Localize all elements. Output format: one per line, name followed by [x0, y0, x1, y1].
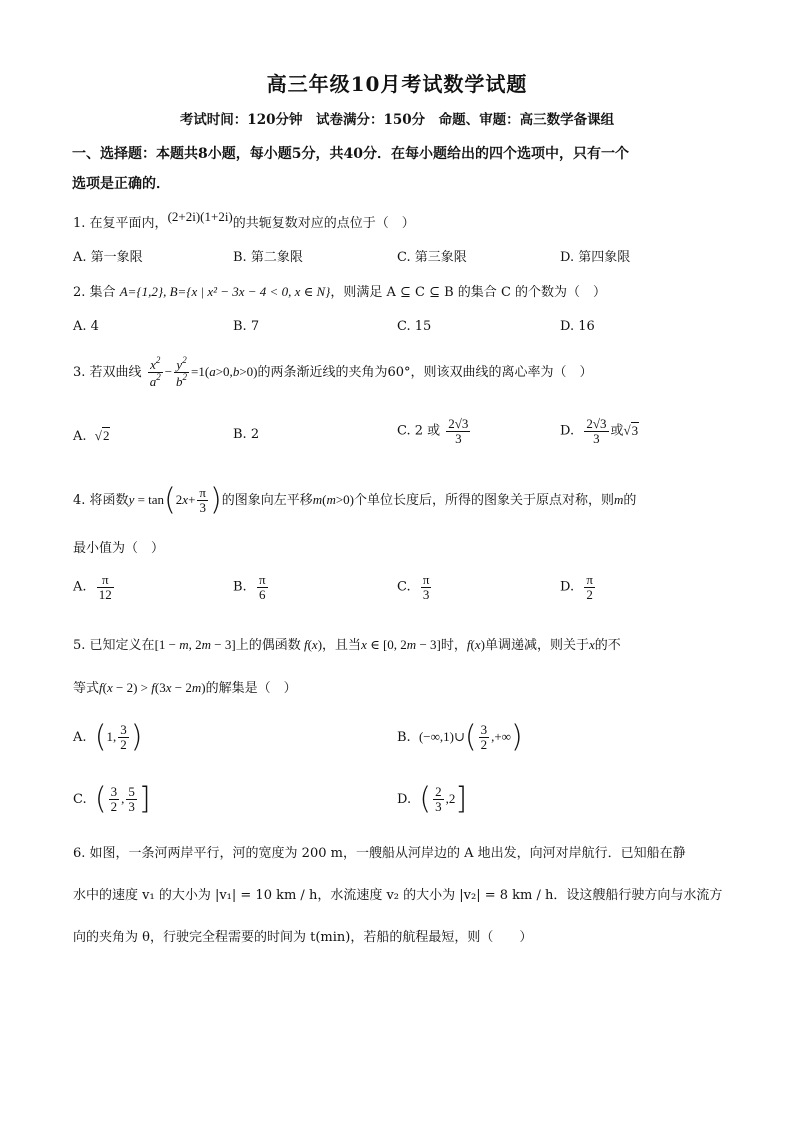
question-text: 将函数 — [89, 493, 129, 508]
option-a: A. 第一象限 — [73, 250, 143, 265]
question-4-line2: 最小值为（ ） — [73, 541, 165, 556]
option-d: D. $\frac{\pi}{2}$ — [560, 572, 593, 602]
question-text: 在复平面内， — [89, 216, 168, 231]
option-d: D. $\frac{2√3}{3}$ 或√3 — [560, 416, 639, 446]
option-c: C. 2 或 $\frac{2√3}{3}$ — [397, 416, 469, 446]
question-text: 如图，一条河两岸平行，河的宽度为 200 m，一艘船从河岸边的 A 地出发，向河对岸航行．已知船在静 — [89, 846, 686, 861]
option-b: B. $\frac{\pi}{6}$ — [233, 572, 266, 602]
question-text: 的共轭复数对应的点位于（ ） — [232, 216, 415, 231]
question-number: 3. — [73, 365, 86, 380]
option-c: C. 第三象限 — [397, 250, 467, 265]
option-b: B. 7 — [233, 319, 260, 334]
question-1 — [73, 209, 415, 231]
option-a: A. 4 — [73, 319, 99, 334]
fraction-y2-b2: $\frac{y^2}{b^2}$ — [176, 355, 188, 389]
question-6 — [73, 842, 686, 861]
question-text: 个单位长度后，所得的图象关于原点对称，则 — [354, 493, 615, 508]
option-c: C. $\frac{\pi}{3}$ — [397, 572, 430, 602]
question-text: 集合 — [89, 285, 116, 300]
exam-info: 考试时间：120分钟 试卷满分：150分 命题、审题：高三数学备课组 — [179, 112, 615, 128]
question-number: 2. — [73, 285, 86, 300]
question-4: 4. 将函数y = tan(2x+ $\frac{\pi}{3}$ )的图象向左平移m(m>0)个单位长度后，所得的图象关于原点对称，则m的 — [73, 482, 637, 518]
question-text: ，则满足 A ⊆ C ⊆ B 的集合 C 的个数为（ ） — [330, 285, 607, 300]
fraction-x2-a2: $\frac{x^2}{a^2}$ — [149, 355, 161, 389]
question-number: 4. — [73, 493, 86, 508]
question-text: 的图象向左平移 — [221, 493, 313, 508]
question-number: 6. — [73, 846, 86, 861]
option-a: A. (1, $\frac{3}{2}$ ) — [73, 719, 143, 755]
question-3: 3. 若双曲线 $\frac{x^2}{a^2}$ − $\frac{y^2}{b^2}$ =1(a>0,b>0)的两条渐近线的夹角为60°，则该双曲线的离心率为（ ） — [73, 355, 593, 389]
question-text: 若双曲线 — [89, 365, 142, 380]
section-instructions-line2: 选项是正确的． — [72, 176, 170, 192]
page-title: 高三年级10月考试数学试题 — [266, 72, 528, 96]
option-d: D. ( $\frac{2}{3}$ ,2] — [397, 781, 468, 817]
question-6-line2: 水中的速度 v₁ 的大小为 |v₁| = 10 km / h，水流速度 v₂ 的大小为 |v₂| = 8 km / h．设这艘船行驶方向与水流方 — [73, 888, 723, 903]
option-d: D. 16 — [560, 319, 595, 334]
question-text: 的两条渐近线的夹角为60°，则该双曲线的离心率为（ ） — [257, 365, 593, 380]
question-number: 1. — [73, 216, 86, 231]
question-2 — [73, 281, 606, 300]
question-5: 5. 已知定义在[1 − m, 2m − 3]上的偶函数 f(x)，且当x ∈ [0, 2m − 3]时，f(x)单调递减，则关于x的不 — [73, 637, 621, 653]
option-c: C. ( $\frac{3}{2}$ , $\frac{5}{3}$ ] — [73, 781, 151, 817]
option-b: B. (−∞,1)∪( $\frac{3}{2}$ ,+∞) — [397, 719, 523, 755]
option-a: A. √2 — [73, 428, 110, 444]
option-c: C. 15 — [397, 319, 432, 334]
option-a: A. $\frac{\pi}{12}$ — [73, 572, 112, 602]
question-6-line3: 向的夹角为 θ，行驶完全程需要的时间为 t(min)，若船的航程最短，则（ ） — [73, 930, 533, 945]
math-expression: (2+2i)(1+2i) — [167, 209, 233, 224]
option-b: B. 2 — [233, 427, 260, 442]
question-number: 5. — [73, 638, 86, 653]
option-d: D. 第四象限 — [560, 250, 631, 265]
section-instructions-line1: 一、选择题：本题共8小题，每小题5分，共40分．在每小题给出的四个选项中，只有一个 — [72, 146, 629, 162]
math-expression: A={1,2}, B={x | x² − 3x − 4 < 0, x ∈ N} — [119, 284, 331, 299]
question-5-line2: 等式f(x − 2) > f(3x − 2m)的解集是（ ） — [73, 680, 297, 696]
option-b: B. 第二象限 — [233, 250, 303, 265]
